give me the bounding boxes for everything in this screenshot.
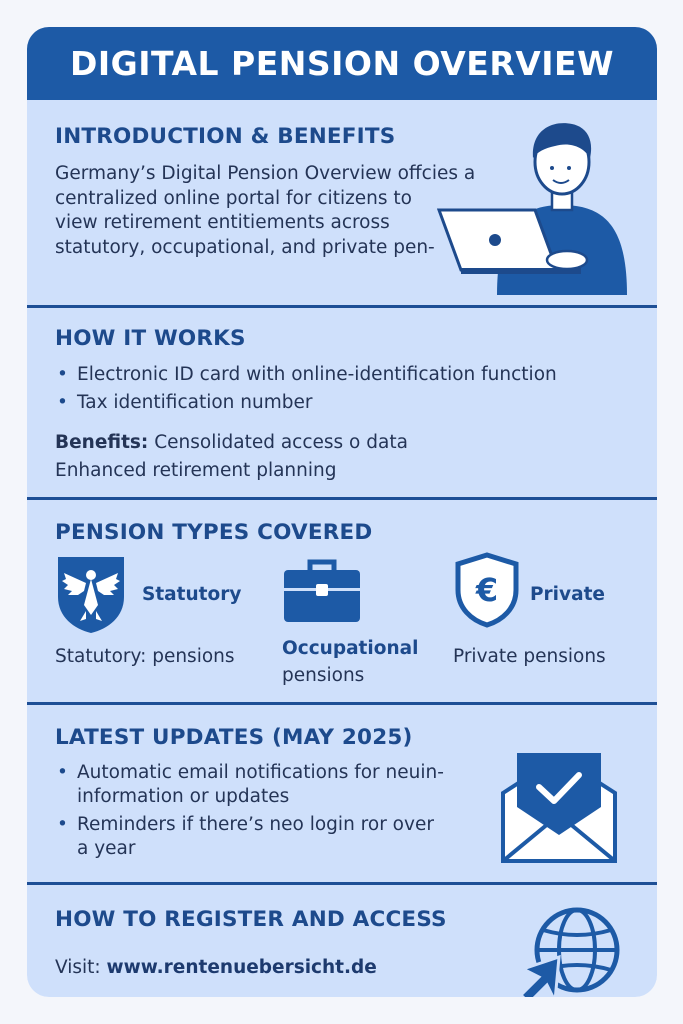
- pension-types-section: [27, 500, 657, 702]
- occupational-label: Occupational: [282, 638, 419, 659]
- private-label: Private: [530, 584, 605, 605]
- updates-list: [55, 761, 475, 865]
- intro-line: statutory, occupational, and private pen-: [55, 236, 435, 258]
- latest-updates-section: [27, 705, 657, 882]
- list-item: [55, 813, 475, 861]
- list-item: • Tax identification number: [55, 391, 645, 415]
- website-link[interactable]: www.rentenuebersicht.de: [106, 957, 377, 978]
- briefcase-icon: [282, 558, 362, 624]
- benefits-value: Censolidated access o data: [148, 432, 408, 453]
- euro-shield-icon: [455, 552, 519, 628]
- occupational-caption: pensions: [282, 665, 365, 686]
- latest-updates-title: LATEST UPDATES (MAY 2025): [55, 725, 413, 750]
- intro-line: view retirement entitiements across: [55, 212, 390, 233]
- list-item-line: a year: [77, 838, 136, 859]
- requirements-list: [55, 363, 645, 419]
- list-item-line: information or updates: [77, 786, 290, 807]
- intro-section: [27, 100, 657, 305]
- visit-label: Visit:: [55, 957, 101, 978]
- benefits-line-2: Enhanced retirement planning: [55, 460, 337, 481]
- register-section: [27, 885, 657, 997]
- register-title: HOW TO REGISTER AND ACCESS: [55, 907, 447, 932]
- infographic-card: [27, 27, 657, 997]
- how-it-works-title: HOW IT WORKS: [55, 326, 246, 351]
- how-it-works-section: [27, 308, 657, 497]
- visit-line: [55, 956, 377, 981]
- pension-types-title: PENSION TYPES COVERED: [55, 520, 373, 545]
- eagle-shield-icon: [56, 555, 126, 635]
- intro-line: Germany’s Digital Pension Overview offcies a: [55, 163, 476, 184]
- benefits-text: [55, 429, 645, 485]
- person-with-laptop-icon: [437, 110, 637, 295]
- globe-cursor-icon: [517, 905, 623, 997]
- private-caption: Private pensions: [453, 646, 606, 667]
- list-item-line: • Automatic email notifications for neuin-: [77, 762, 444, 783]
- intro-title: INTRODUCTION & BENEFITS: [55, 124, 396, 149]
- email-check-icon: [499, 745, 619, 865]
- intro-line: centralized online portal for citizens to: [55, 187, 412, 209]
- list-item: [55, 761, 475, 809]
- euro-symbol: €: [475, 571, 499, 609]
- page-title: DIGITAL PENSION OVERVIEW: [27, 27, 657, 100]
- list-item: • Electronic ID card with online-identification function: [55, 363, 645, 387]
- list-item-line: • Reminders if there’s neo login ror over: [77, 814, 434, 835]
- statutory-caption: Statutory: pensions: [55, 646, 235, 667]
- statutory-label: Statutory: [142, 584, 242, 605]
- benefits-label: Benefits:: [55, 432, 149, 453]
